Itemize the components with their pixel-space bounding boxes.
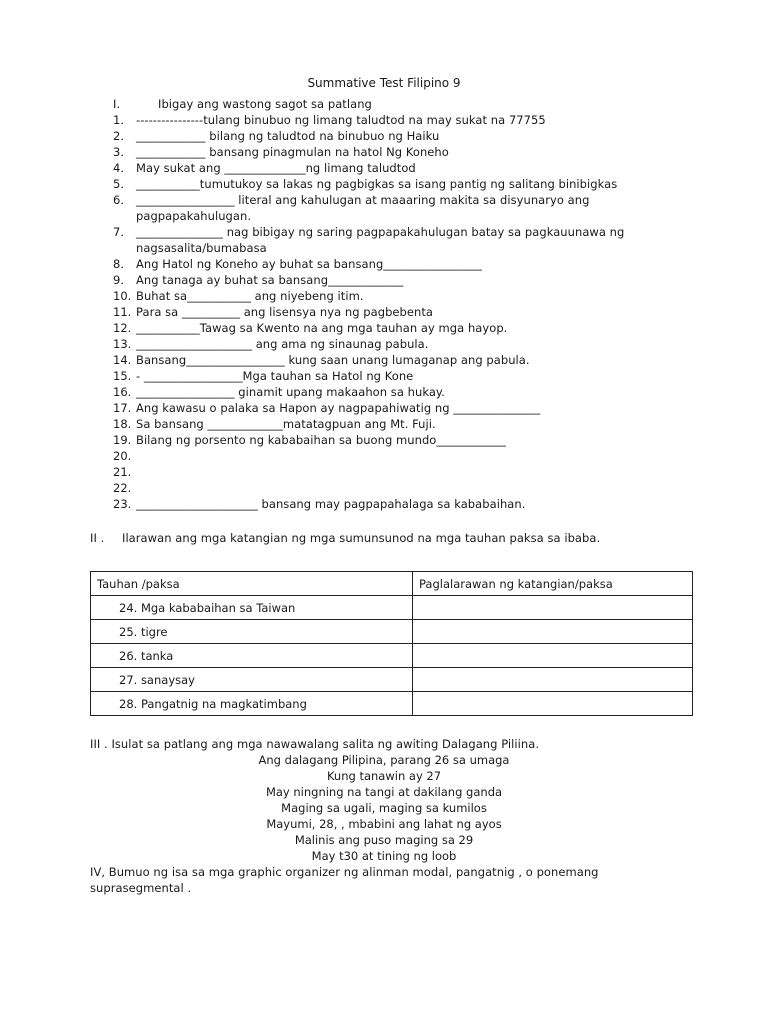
song-line: Maging sa ugali, maging sa kumilos <box>281 801 487 815</box>
question-text: ____________ bilang ng taludtod na binubuo ng Haiku <box>136 129 440 143</box>
question-text: ___________Tawag sa Kwento na ang mga tauhan ay mga hayop. <box>136 321 508 335</box>
question-text: Buhat sa___________ ang niyebeng itim. <box>136 289 364 303</box>
question-text: _______________ nag bibigay ng saring pagpapakahulugan batay sa pagkauunawa ng <box>136 225 625 239</box>
question-text: Bansang_________________ kung saan unang lumaganap ang pabula. <box>136 353 530 367</box>
question-text: _____________________ bansang may pagpapahalaga sa kababaihan. <box>136 497 526 511</box>
question-text-continued: nagsasalita/bumabasa <box>136 241 267 255</box>
question-number: 13. <box>113 337 132 351</box>
question-text: Ang Hatol ng Koneho ay buhat sa bansang_________________ <box>136 257 482 271</box>
section-3-heading: III . Isulat sa patlang ang mga nawawalang salita ng awiting Dalagang Piliina. <box>90 737 540 751</box>
answer-cell[interactable] <box>413 596 693 620</box>
question-text: ____________________ ang ama ng sinaunag pabula. <box>136 337 429 351</box>
question-number: 2. <box>113 129 124 143</box>
question-number: 8. <box>113 257 124 271</box>
table-row <box>91 620 693 644</box>
question-number: 12. <box>113 321 132 335</box>
question-text: Ang tanaga ay buhat sa bansang_____________ <box>136 273 404 287</box>
question-text-continued: pagpapakahulugan. <box>136 209 252 223</box>
table-header: Tauhan /paksa <box>91 572 413 596</box>
question-number: 11. <box>113 305 132 319</box>
table-cell: 24. Mga kababaihan sa Taiwan <box>91 596 413 620</box>
table-header-row <box>91 572 693 596</box>
question-number: 21. <box>113 465 132 479</box>
song-line: May t30 at tining ng loob <box>311 849 457 863</box>
section-4-line: suprasegmental . <box>90 881 192 895</box>
song-line: Ang dalagang Pilipina, parang 26 sa umaga <box>258 753 510 767</box>
question-number: 23. <box>113 497 132 511</box>
question-number: 9. <box>113 273 124 287</box>
question-number: 15. <box>113 369 132 383</box>
question-text: Sa bansang _____________matatagpuan ang Mt. Fuji. <box>136 417 436 431</box>
question-text: May sukat ang ______________ng limang taludtod <box>136 161 416 175</box>
question-number: 19. <box>113 433 132 447</box>
table-row <box>91 668 693 692</box>
song-line: Malinis ang puso maging sa 29 <box>294 833 474 847</box>
song-line: Kung tanawin ay 27 <box>326 769 442 783</box>
question-text: - _________________Mga tauhan sa Hatol ng Kone <box>136 369 414 383</box>
question-text: _________________ ginamit upang makaahon sa hukay. <box>136 385 445 399</box>
question-number: 16. <box>113 385 132 399</box>
question-number: 14. <box>113 353 132 367</box>
question-number: 1. <box>113 113 124 127</box>
answer-cell[interactable] <box>413 644 693 668</box>
answer-cell[interactable] <box>413 692 693 716</box>
section-1-number: I. <box>113 97 121 111</box>
table-row <box>91 644 693 668</box>
question-number: 5. <box>113 177 124 191</box>
answer-cell[interactable] <box>413 620 693 644</box>
question-number: 6. <box>113 193 124 207</box>
song-line: May ningning na tangi at dakilang ganda <box>265 785 503 799</box>
section-2-number: II . <box>90 531 105 545</box>
question-text: Ang kawasu o palaka sa Hapon ay nagpapahiwatig ng _______________ <box>136 401 541 415</box>
table-cell: 27. sanaysay <box>91 668 413 692</box>
question-text: ___________tumutukoy sa lakas ng pagbigkas sa isang pantig ng salitang binibigkas <box>136 177 618 191</box>
section-4-line: IV, Bumuo ng isa sa mga graphic organizer ng alinman modal, pangatnig , o ponemang <box>90 865 599 879</box>
question-number: 7. <box>113 225 124 239</box>
question-text: ____________ bansang pinagmulan na hatol Ng Koneho <box>136 145 449 159</box>
question-number: 17. <box>113 401 132 415</box>
question-text: ----------------tulang binubuo ng limang taludtod na may sukat na 77755 <box>136 113 546 127</box>
question-number: 3. <box>113 145 124 159</box>
question-text: _________________ literal ang kahulugan at maaaring makita sa disyunaryo ang <box>136 193 590 207</box>
question-number: 22. <box>113 481 132 495</box>
table-cell: 26. tanka <box>91 644 413 668</box>
table-row <box>91 692 693 716</box>
page-title: Summative Test Filipino 9 <box>307 76 461 90</box>
question-number: 4. <box>113 161 124 175</box>
question-number: 10. <box>113 289 132 303</box>
table-cell: 28. Pangatnig na magkatimbang <box>91 692 413 716</box>
section-2-heading: Ilarawan ang mga katangian ng mga sumunsunod na mga tauhan paksa sa ibaba. <box>122 531 601 545</box>
section-1-heading: Ibigay ang wastong sagot sa patlang <box>158 97 372 111</box>
question-text: Bilang ng porsento ng kababaihan sa buong mundo____________ <box>136 433 506 447</box>
answer-cell[interactable] <box>413 668 693 692</box>
table-header: Paglalarawan ng katangian/paksa <box>413 572 693 596</box>
table-row <box>91 596 693 620</box>
question-text: Para sa __________ ang lisensya nya ng pagbebenta <box>136 305 434 319</box>
question-number: 18. <box>113 417 132 431</box>
description-table <box>90 571 693 716</box>
question-number: 20. <box>113 449 132 463</box>
table-cell: 25. tigre <box>91 620 413 644</box>
song-line: Mayumi, 28, , mbabini ang lahat ng ayos <box>266 817 502 831</box>
